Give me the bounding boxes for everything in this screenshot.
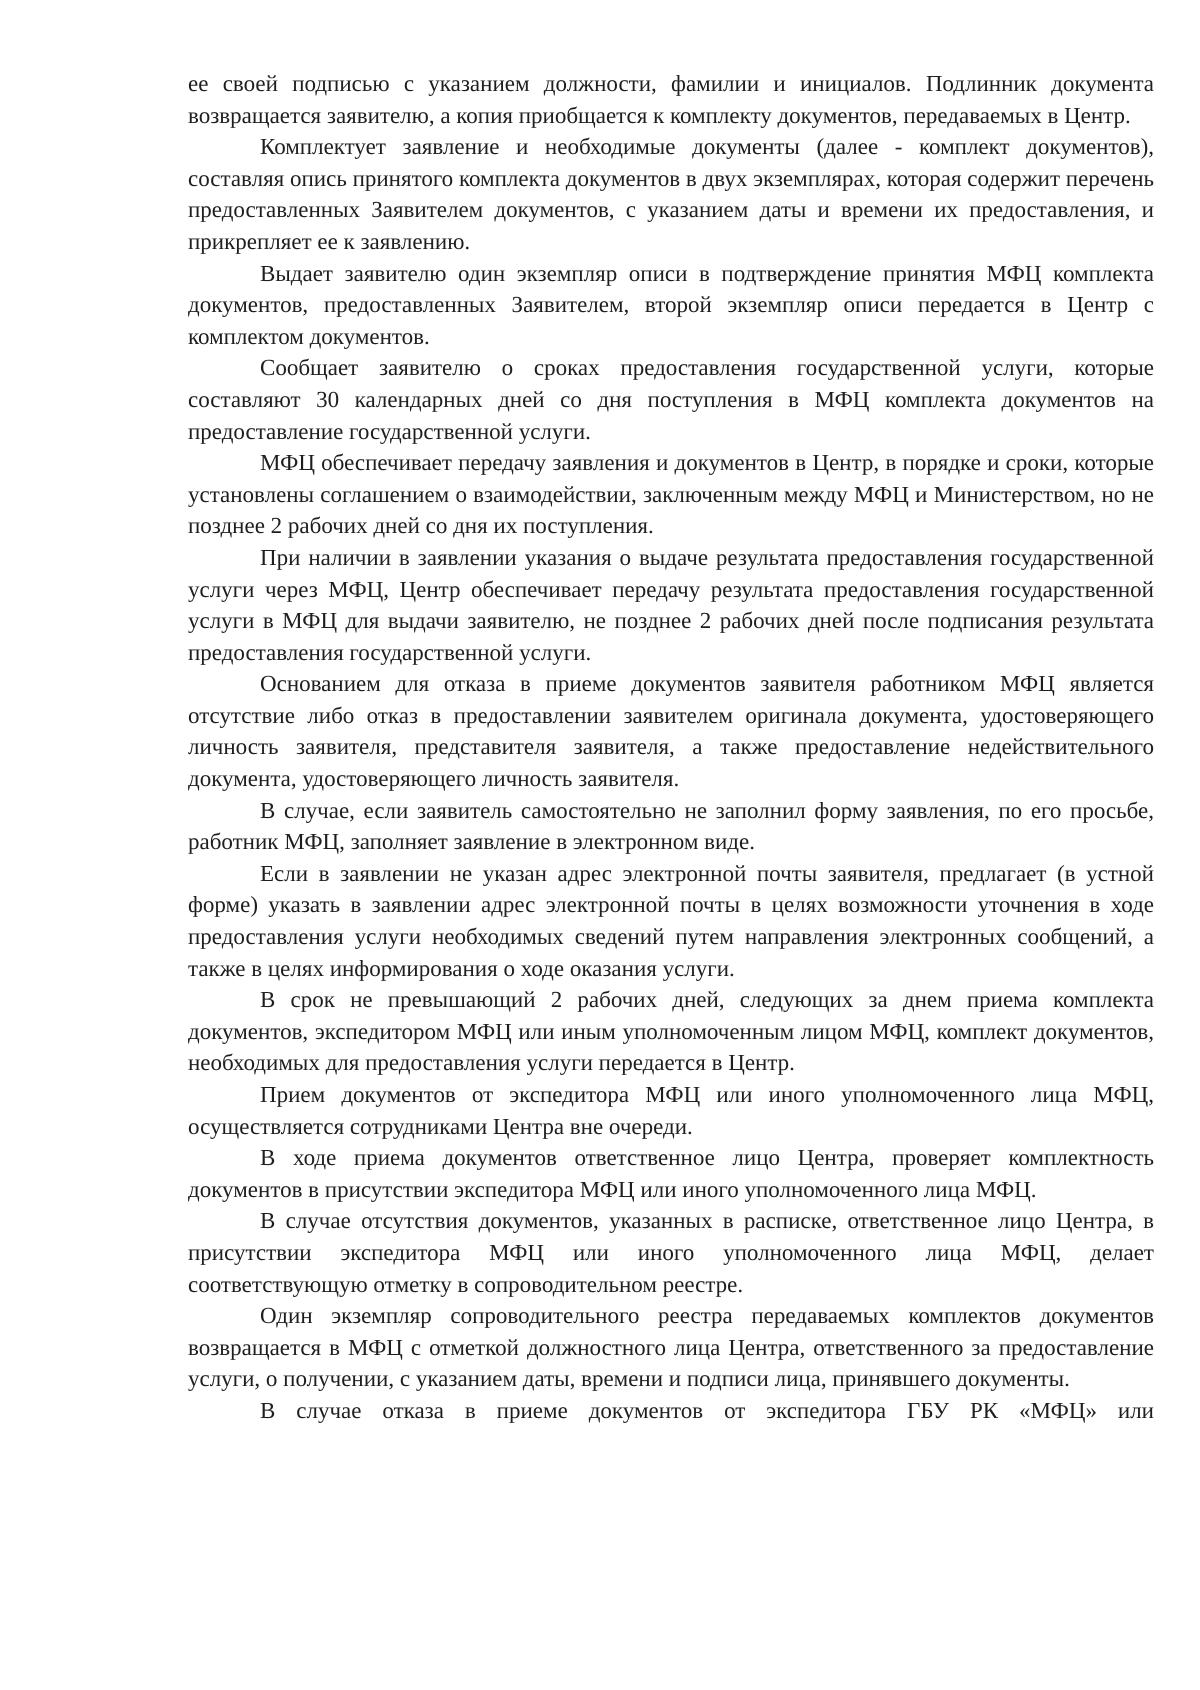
paragraph-11: Прием документов от экспедитора МФЦ или иного уполномоченного лица МФЦ, осуществляется сотрудниками Центра вне очереди.: [188, 1082, 1154, 1139]
paragraph-10: В срок не превышающий 2 рабочих дней, следующих за днем приема комплекта документов, экспедитором МФЦ или иным уполномоченным лицом МФЦ, комплект документов, необходимых для предоставления услуги передается в Центр.: [188, 987, 1154, 1076]
paragraph-15: В случае отказа в приеме документов от экспедитора ГБУ РК «МФЦ» или: [260, 1397, 1154, 1423]
paragraph-4: Сообщает заявителю о сроках предоставления государственной услуги, которые составляют 30 календарных дней со дня поступления в МФЦ комплекта документов на предоставление государственной услуги.: [188, 355, 1154, 444]
paragraph-6: При наличии в заявлении указания о выдаче результата предоставления государственной услуги через МФЦ, Центр обеспечивает передачу результата предоставления государственной услуги в МФЦ для выдачи заявителю, не позднее 2 рабочих дней после подписания результата предоставления государственной услуги.: [188, 544, 1154, 665]
paragraph-9: Если в заявлении не указан адрес электронной почты заявителя, предлагает (в устной форме) указать в заявлении адрес электронной почты в целях возможности уточнения в ходе предоставления услуги необходимых сведений путем направления электронных сообщений, а также в целях информирования о ходе оказания услуги.: [188, 860, 1154, 981]
document-body: [188, 68, 1154, 1427]
paragraph-14: Один экземпляр сопроводительного реестра передаваемых комплектов документов возвращается в МФЦ с отметкой должностного лица Центра, ответственного за предоставление услуги, о получении, с указанием даты, времени и подписи лица, принявшего документы.: [188, 1303, 1154, 1392]
paragraph-13: В случае отсутствия документов, указанных в расписке, ответственное лицо Центра, в присутствии экспедитора МФЦ или иного уполномоченного лица МФЦ, делает соответствующую отметку в сопроводительном реестре.: [188, 1208, 1154, 1297]
paragraph-1: ее своей подписью с указанием должности, фамилии и инициалов. Подлинник документа возвращается заявителю, а копия приобщается к комплекту документов, передаваемых в Центр.: [188, 71, 1154, 128]
paragraph-2: Комплектует заявление и необходимые документы (далее - комплект документов), составляя опись принятого комплекта документов в двух экземплярах, которая содержит перечень предоставленных Заявителем документов, с указанием даты и времени их предоставления, и прикрепляет ее к заявлению.: [188, 134, 1154, 254]
paragraph-7: Основанием для отказа в приеме документов заявителя работником МФЦ является отсутствие либо отказ в предоставлении заявителем оригинала документа, удостоверяющего личность заявителя, представителя заявителя, а также предоставление недействительного документа, удостоверяющего личность заявителя.: [188, 671, 1154, 792]
paragraph-5: МФЦ обеспечивает передачу заявления и документов в Центр, в порядке и сроки, которые установлены соглашением о взаимодействии, заключенным между МФЦ и Министерством, но не позднее 2 рабочих дней со дня их поступления.: [188, 450, 1154, 539]
paragraph-12: В ходе приема документов ответственное лицо Центра, проверяет комплектность документов в присутствии экспедитора МФЦ или иного уполномоченного лица МФЦ.: [188, 1145, 1154, 1202]
paragraph-3: Выдает заявителю один экземпляр описи в подтверждение принятия МФЦ комплекта документов, предоставленных Заявителем, второй экземпляр описи передается в Центр с комплектом документов.: [188, 260, 1154, 349]
paragraph-8: В случае, если заявитель самостоятельно не заполнил форму заявления, по его просьбе, работник МФЦ, заполняет заявление в электронном виде.: [188, 797, 1154, 855]
